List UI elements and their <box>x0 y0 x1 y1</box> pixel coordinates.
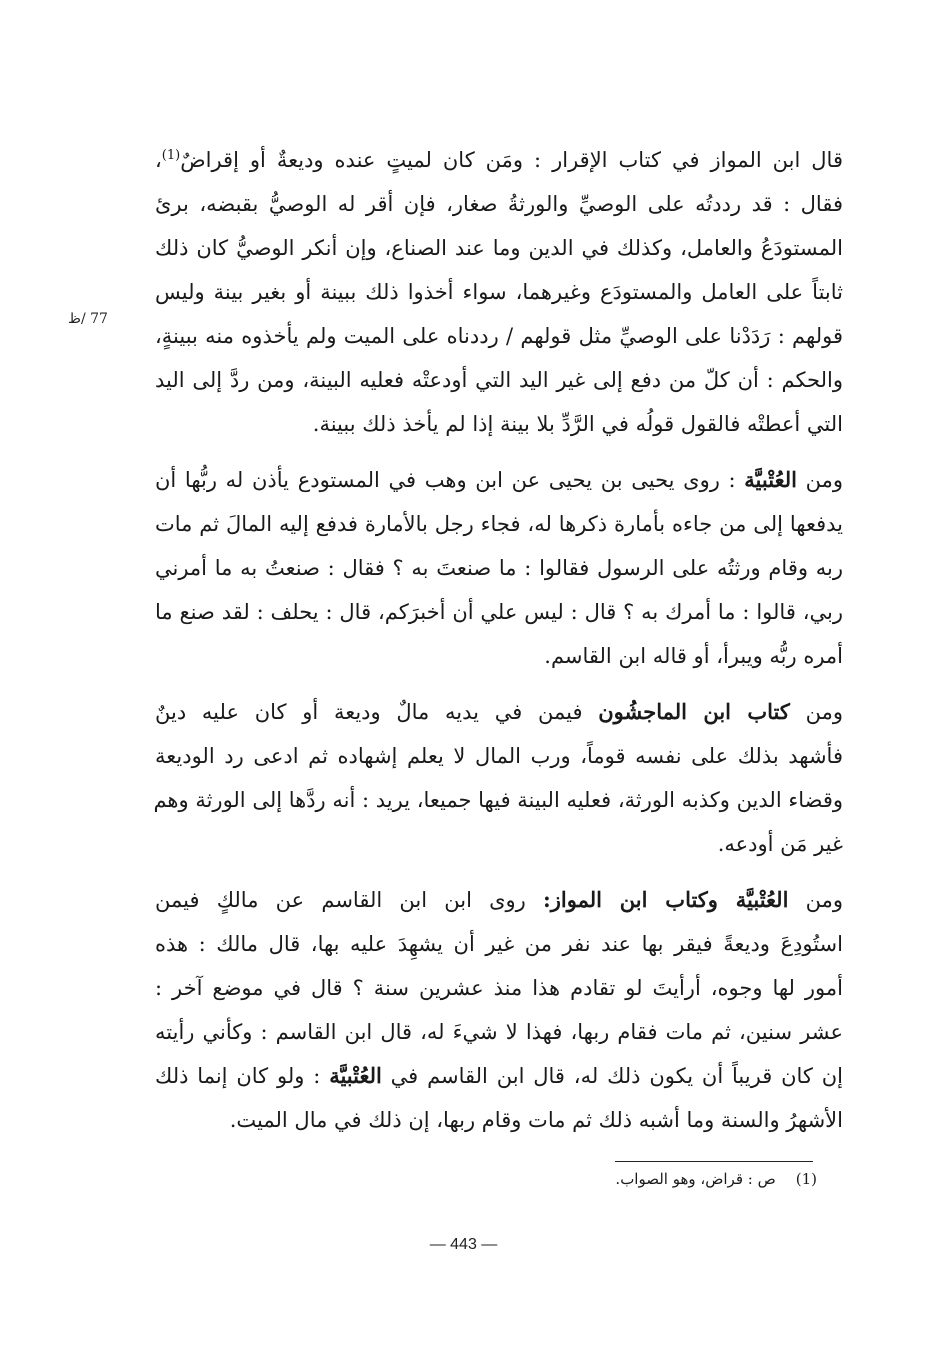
text-segment: والحكم : أن كلّ من دفع إلى غير اليد التي أودعتْه فعليه البينة، ومن ردَّ إلى اليد <box>155 368 843 392</box>
text-line <box>155 182 843 226</box>
text-segment: ثابتاً على العامل والمستودَع وغيرهما، سواء أخذوا ذلك ببينة أو بغير بينة وليس <box>155 280 843 304</box>
text-line <box>155 1098 843 1142</box>
text-line <box>155 546 843 590</box>
text-line <box>155 314 843 358</box>
text-segment: ربي، قالوا : ما أمرك به ؟ قال : ليس علي أن أخبرَكم، قال : يحلف : لقد صنع ما <box>155 600 843 624</box>
text-line <box>155 734 843 778</box>
text-line <box>155 966 843 1010</box>
paragraph <box>155 878 843 1142</box>
footnote <box>615 1170 817 1188</box>
source-title: العُتْبيَّة <box>329 1063 382 1088</box>
text-segment: فقال : قد رددتُه على الوصيِّ والورثةُ صغار، فإن أقر له الوصيُّ بقبضه، برئ <box>155 192 843 216</box>
text-segment: إن كان قريباً أن يكون ذلك له، قال ابن القاسم في <box>381 1064 843 1088</box>
text-segment: ومن <box>788 888 843 912</box>
text-line <box>155 270 843 314</box>
text-segment: فيمن في يديه مالٌ وديعة أو كان عليه دينٌ <box>155 700 599 724</box>
text-segment: وقضاء الدين وكذبه الورثة، فعليه البينة فيها جميعا، يريد : أنه ردَّها إلى الورثة وهم <box>153 788 843 812</box>
text-line <box>155 590 843 634</box>
text-line <box>155 922 843 966</box>
footnote-text: ص : قراض، وهو الصواب. <box>615 1170 776 1188</box>
text-segment: استُودِعَ وديعةً فيقر بها عند نفر من غير أن يشهِدَ عليه بها، قال مالك : هذه <box>155 932 843 956</box>
text-segment: أمور لها وجوه، أرأيتَ لو تقادم هذا منذ عشرين سنة ؟ قال في موضع آخر : <box>155 976 843 1000</box>
text-line <box>155 138 843 182</box>
page-number: — 443 — <box>429 1236 498 1253</box>
text-segment: روى ابن ابن القاسم عن مالكٍ فيمن <box>155 888 544 912</box>
text-line <box>155 690 843 734</box>
text-segment: قولهم : رَدَدْنا على الوصيِّ مثل قولهم / رددناه على الميت ولم يأخذوه منه ببينةٍ، <box>155 324 843 348</box>
paragraph <box>155 458 843 678</box>
text-line <box>155 634 843 678</box>
text-segment: الأشهرُ والسنة وما أشبه ذلك ثم مات وقام ربها، إن ذلك في مال الميت. <box>229 1108 843 1132</box>
text-segment: المستودَعُ والعامل، وكذلك في الدين وما عند الصناع، وإن أنكر الوصيُّ كان ذلك <box>155 236 843 260</box>
text-line <box>155 502 843 546</box>
text-segment: أمره ربُّه ويبرأ، أو قاله ابن القاسم. <box>544 644 843 668</box>
text-segment: : روى يحيى بن يحيى عن ابن وهب في المستودع يأذن له ربُّها أن <box>155 468 745 492</box>
text-line <box>155 402 843 446</box>
source-title: العُتْبيَّة وكتاب ابن المواز: <box>543 887 789 912</box>
text-line <box>155 1010 843 1054</box>
text-line <box>155 226 843 270</box>
text-line <box>155 458 843 502</box>
paragraph <box>155 690 843 866</box>
source-title: كتاب ابن الماجشُون <box>598 699 790 724</box>
text-segment: غير مَن أودعه. <box>717 832 843 856</box>
text-segment: ومن <box>796 468 843 492</box>
text-line <box>155 1054 843 1098</box>
text-segment: ربه وقام ورثتُه على الرسول فقالوا : ما صنعتَ به ؟ فقال : صنعتُ به ما أمرني <box>155 556 843 580</box>
text-segment: التي أعطتْه فالقول قولُه في الرَّدِّ بلا بينة إذا لم يأخذ ذلك ببينة. <box>312 412 843 436</box>
footnote-ref: (1) <box>161 148 181 163</box>
main-text <box>155 138 843 1154</box>
paragraph <box>155 138 843 446</box>
text-line <box>155 358 843 402</box>
text-segment: فأشهد بذلك على نفسه قوماً، ورب المال لا يعلم إشهاده ثم ادعى رد الوديعة <box>155 744 843 768</box>
text-segment: قال ابن المواز في كتاب الإقرار : ومَن كان لميتٍ عنده وديعةٌ أو إقراضٌ <box>180 148 843 172</box>
source-title: العُتْبيَّة <box>744 467 797 492</box>
text-segment: ، <box>155 148 162 172</box>
text-segment: عشر سنين، ثم مات فقام ربها، فهذا لا شيءَ له، قال ابن القاسم : وكأني رأيته <box>155 1020 843 1044</box>
text-line <box>155 822 843 866</box>
text-segment: يدفعها إلى من جاءه بأمارة ذكرها له، فجاء رجل بالأمارة فدفع إليه المالَ ثم مات <box>155 512 843 536</box>
folio-margin-note: 77 /ظ <box>68 311 108 327</box>
footnote-number: (1) <box>795 1170 817 1188</box>
text-segment: ومن <box>789 700 843 724</box>
text-segment: : ولو كان إنما ذلك <box>155 1064 330 1088</box>
text-line <box>155 878 843 922</box>
footnote-separator <box>615 1161 813 1162</box>
text-line <box>155 778 843 822</box>
